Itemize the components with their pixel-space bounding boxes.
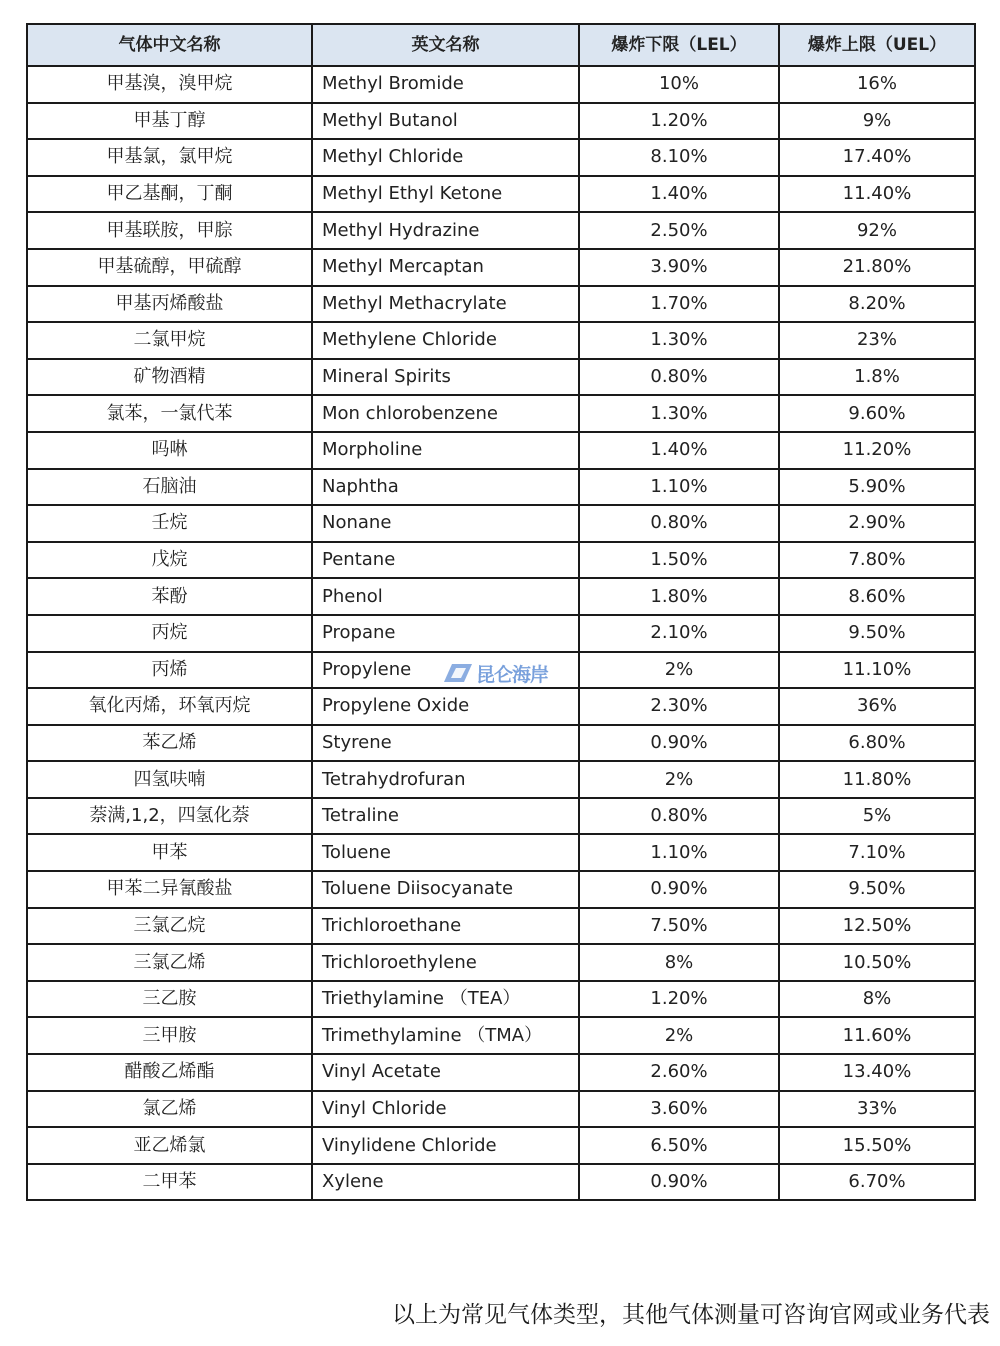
cell-english-name: Vinylidene Chloride [312, 1127, 579, 1164]
cell-uel: 9.50% [779, 615, 975, 652]
cell-uel: 21.80% [779, 249, 975, 286]
cell-lel: 1.30% [579, 322, 779, 359]
cell-chinese-name: 亚乙烯氯 [27, 1127, 312, 1164]
table-row [27, 322, 975, 359]
table-row [27, 725, 975, 762]
cell-chinese-name: 三甲胺 [27, 1017, 312, 1054]
cell-lel: 2.50% [579, 212, 779, 249]
cell-english-name: Morpholine [312, 432, 579, 469]
cell-english-name: Styrene [312, 725, 579, 762]
cell-english-name: Mineral Spirits [312, 359, 579, 396]
cell-chinese-name: 甲基联胺，甲腙 [27, 212, 312, 249]
table-row [27, 212, 975, 249]
cell-uel: 10.50% [779, 944, 975, 981]
cell-lel: 2% [579, 761, 779, 798]
cell-lel: 3.90% [579, 249, 779, 286]
table-row [27, 542, 975, 579]
cell-chinese-name: 丙烷 [27, 615, 312, 652]
table-row [27, 944, 975, 981]
cell-lel: 2% [579, 652, 779, 689]
cell-chinese-name: 甲基丙烯酸盐 [27, 286, 312, 323]
cell-english-name: Methyl Methacrylate [312, 286, 579, 323]
table-row [27, 359, 975, 396]
cell-english-name: Triethylamine （TEA） [312, 981, 579, 1018]
cell-english-name: Tetrahydrofuran [312, 761, 579, 798]
watermark-text: 昆仑海岸 [476, 663, 549, 686]
table-row [27, 834, 975, 871]
cell-lel: 0.80% [579, 798, 779, 835]
table-row [27, 505, 975, 542]
table-body [27, 66, 975, 1200]
cell-english-name: Methyl Bromide [312, 66, 579, 103]
cell-english-name: Phenol [312, 578, 579, 615]
cell-uel: 16% [779, 66, 975, 103]
cell-english-name: Methyl Butanol [312, 103, 579, 140]
table-row [27, 286, 975, 323]
cell-english-name: Methyl Hydrazine [312, 212, 579, 249]
cell-chinese-name: 吗啉 [27, 432, 312, 469]
cell-uel: 15.50% [779, 1127, 975, 1164]
cell-uel: 9.60% [779, 395, 975, 432]
cell-uel: 23% [779, 322, 975, 359]
table-row [27, 103, 975, 140]
cell-uel: 11.10% [779, 652, 975, 689]
table-row [27, 1091, 975, 1128]
table-row [27, 688, 975, 725]
cell-english-name: Mon chlorobenzene [312, 395, 579, 432]
table-row [27, 798, 975, 835]
table-row [27, 615, 975, 652]
cell-lel: 6.50% [579, 1127, 779, 1164]
cell-lel: 8% [579, 944, 779, 981]
cell-lel: 0.90% [579, 1164, 779, 1201]
table-row [27, 139, 975, 176]
table-row [27, 469, 975, 506]
cell-english-name: Toluene [312, 834, 579, 871]
cell-english-name: Nonane [312, 505, 579, 542]
cell-lel: 1.50% [579, 542, 779, 579]
cell-chinese-name: 醋酸乙烯酯 [27, 1054, 312, 1091]
cell-lel: 7.50% [579, 908, 779, 945]
cell-chinese-name: 矿物酒精 [27, 359, 312, 396]
cell-lel: 2.60% [579, 1054, 779, 1091]
cell-uel: 5.90% [779, 469, 975, 506]
cell-uel: 8.60% [779, 578, 975, 615]
cell-lel: 3.60% [579, 1091, 779, 1128]
cell-chinese-name: 三氯乙烯 [27, 944, 312, 981]
cell-chinese-name: 甲苯二异氰酸盐 [27, 871, 312, 908]
cell-english-name: Methyl Mercaptan [312, 249, 579, 286]
table-row [27, 1017, 975, 1054]
footer-note: 以上为常见气体类型，其他气体测量可咨询官网或业务代表 [392, 1302, 990, 1328]
cell-chinese-name: 苯酚 [27, 578, 312, 615]
cell-uel: 1.8% [779, 359, 975, 396]
table-row [27, 1054, 975, 1091]
cell-english-name: Vinyl Chloride [312, 1091, 579, 1128]
table-row [27, 652, 975, 689]
cell-uel: 11.20% [779, 432, 975, 469]
cell-chinese-name: 甲基溴，溴甲烷 [27, 66, 312, 103]
cell-english-name: Toluene Diisocyanate [312, 871, 579, 908]
cell-uel: 13.40% [779, 1054, 975, 1091]
header-lel: 爆炸下限（LEL） [579, 24, 779, 66]
cell-chinese-name: 石脑油 [27, 469, 312, 506]
cell-lel: 1.10% [579, 469, 779, 506]
cell-lel: 1.80% [579, 578, 779, 615]
cell-lel: 1.30% [579, 395, 779, 432]
cell-english-name: Propylene Oxide [312, 688, 579, 725]
cell-uel: 11.40% [779, 176, 975, 213]
cell-lel: 10% [579, 66, 779, 103]
cell-lel: 1.40% [579, 432, 779, 469]
table-row [27, 1164, 975, 1201]
cell-uel: 92% [779, 212, 975, 249]
table-row [27, 908, 975, 945]
cell-english-name: Propane [312, 615, 579, 652]
cell-english-name: Methyl Chloride [312, 139, 579, 176]
cell-english-name: Xylene [312, 1164, 579, 1201]
gas-explosion-limits-table [26, 23, 976, 1201]
cell-lel: 1.40% [579, 176, 779, 213]
cell-uel: 8.20% [779, 286, 975, 323]
cell-english-name: Methylene Chloride [312, 322, 579, 359]
table-header-row [27, 24, 975, 66]
cell-lel: 2.30% [579, 688, 779, 725]
cell-chinese-name: 丙烯 [27, 652, 312, 689]
cell-chinese-name: 戊烷 [27, 542, 312, 579]
cell-chinese-name: 甲苯 [27, 834, 312, 871]
cell-chinese-name: 三氯乙烷 [27, 908, 312, 945]
cell-lel: 1.10% [579, 834, 779, 871]
cell-chinese-name: 二氯甲烷 [27, 322, 312, 359]
cell-lel: 0.80% [579, 505, 779, 542]
cell-uel: 36% [779, 688, 975, 725]
cell-english-name: Tetraline [312, 798, 579, 835]
cell-chinese-name: 甲基氯，氯甲烷 [27, 139, 312, 176]
cell-chinese-name: 甲基丁醇 [27, 103, 312, 140]
cell-uel: 17.40% [779, 139, 975, 176]
header-chinese-name: 气体中文名称 [27, 24, 312, 66]
cell-lel: 1.20% [579, 103, 779, 140]
cell-chinese-name: 萘满,1,2，四氢化萘 [27, 798, 312, 835]
cell-lel: 2.10% [579, 615, 779, 652]
cell-uel: 5% [779, 798, 975, 835]
cell-uel: 33% [779, 1091, 975, 1128]
table-row [27, 249, 975, 286]
cell-lel: 1.70% [579, 286, 779, 323]
cell-lel: 0.90% [579, 725, 779, 762]
table-row [27, 578, 975, 615]
table-row [27, 176, 975, 213]
table-row [27, 432, 975, 469]
cell-chinese-name: 氯苯，一氯代苯 [27, 395, 312, 432]
table-row [27, 1127, 975, 1164]
cell-english-name: Trichloroethylene [312, 944, 579, 981]
gas-table-container [26, 23, 974, 1201]
cell-lel: 0.80% [579, 359, 779, 396]
cell-chinese-name: 三乙胺 [27, 981, 312, 1018]
cell-english-name: Naphtha [312, 469, 579, 506]
cell-uel: 7.10% [779, 834, 975, 871]
cell-uel: 7.80% [779, 542, 975, 579]
header-uel: 爆炸上限（UEL） [779, 24, 975, 66]
table-row [27, 981, 975, 1018]
cell-english-name: Trichloroethane [312, 908, 579, 945]
table-row [27, 761, 975, 798]
cell-uel: 11.60% [779, 1017, 975, 1054]
cell-uel: 11.80% [779, 761, 975, 798]
cell-english-name: Propylene [312, 652, 579, 689]
cell-chinese-name: 氯乙烯 [27, 1091, 312, 1128]
table-row [27, 395, 975, 432]
cell-uel: 9.50% [779, 871, 975, 908]
cell-uel: 6.70% [779, 1164, 975, 1201]
header-english-name: 英文名称 [312, 24, 579, 66]
cell-chinese-name: 二甲苯 [27, 1164, 312, 1201]
cell-lel: 2% [579, 1017, 779, 1054]
cell-uel: 2.90% [779, 505, 975, 542]
table-row [27, 66, 975, 103]
cell-english-name: Trimethylamine （TMA） [312, 1017, 579, 1054]
cell-uel: 12.50% [779, 908, 975, 945]
cell-chinese-name: 氧化丙烯，环氧丙烷 [27, 688, 312, 725]
cell-lel: 0.90% [579, 871, 779, 908]
cell-lel: 8.10% [579, 139, 779, 176]
cell-chinese-name: 四氢呋喃 [27, 761, 312, 798]
table-row [27, 871, 975, 908]
cell-uel: 8% [779, 981, 975, 1018]
cell-chinese-name: 甲乙基酮，丁酮 [27, 176, 312, 213]
cell-chinese-name: 苯乙烯 [27, 725, 312, 762]
cell-english-name: Methyl Ethyl Ketone [312, 176, 579, 213]
cell-uel: 9% [779, 103, 975, 140]
cell-chinese-name: 甲基硫醇，甲硫醇 [27, 249, 312, 286]
cell-english-name: Vinyl Acetate [312, 1054, 579, 1091]
cell-uel: 6.80% [779, 725, 975, 762]
cell-english-name: Pentane [312, 542, 579, 579]
cell-chinese-name: 壬烷 [27, 505, 312, 542]
cell-lel: 1.20% [579, 981, 779, 1018]
